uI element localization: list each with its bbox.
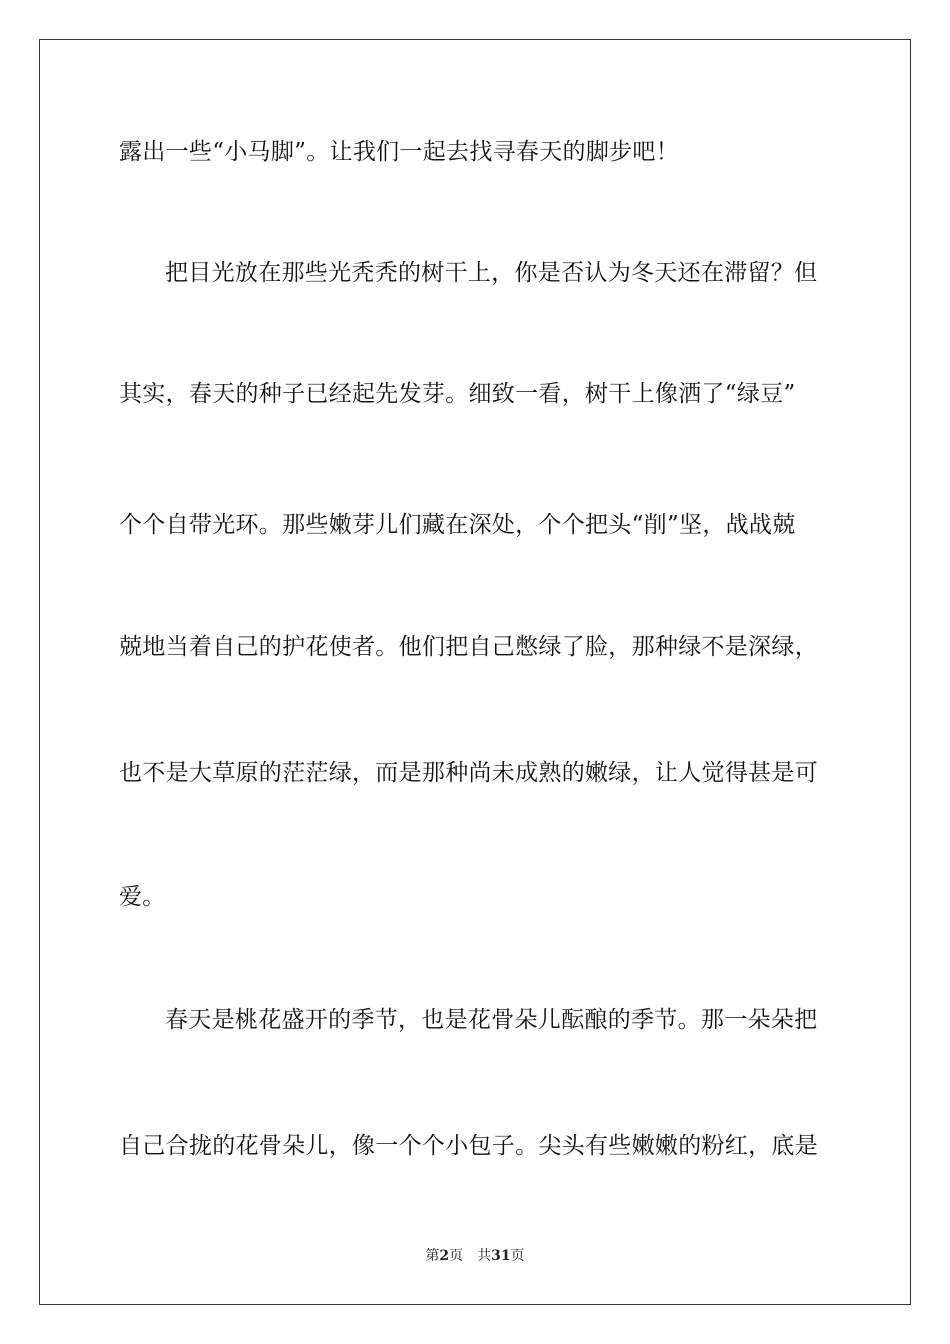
text-line-2: 把目光放在那些光秃秃的树干上，你是否认为冬天还在滞留？但 [165, 260, 818, 286]
text-line-4: 个个自带光环。那些嫩芽儿们藏在深处，个个把头“削”坚，战战兢 [119, 512, 796, 538]
text-line-5: 兢地当着自己的护花使者。他们把自己憋绿了脸，那种绿不是深绿， [119, 634, 818, 660]
text-line-6: 也不是大草原的茫茫绿，而是那种尚未成熟的嫩绿，让人觉得甚是可 [119, 760, 818, 786]
total-suffix: 页 [510, 1248, 525, 1264]
total-prefix: 共 [477, 1248, 492, 1264]
text-line-9: 自己合拢的花骨朵儿，像一个个小包子。尖头有些嫩嫩的粉红，底是 [119, 1133, 818, 1159]
text-line-7: 爱。 [119, 884, 166, 910]
page-border [39, 39, 911, 1305]
page-prefix: 第 [425, 1248, 440, 1264]
page-number: 2 [439, 1248, 450, 1264]
text-line-8: 春天是桃花盛开的季节，也是花骨朵儿酝酿的季节。那一朵朵把 [165, 1007, 818, 1033]
text-line-1: 露出一些“小马脚”。让我们一起去找寻春天的脚步吧！ [119, 139, 680, 165]
text-line-3: 其实，春天的种子已经起先发芽。细致一看，树干上像洒了“绿豆” [119, 381, 796, 407]
total-pages: 31 [491, 1248, 511, 1264]
page-footer [0, 1247, 950, 1265]
page-suffix: 页 [449, 1248, 464, 1264]
